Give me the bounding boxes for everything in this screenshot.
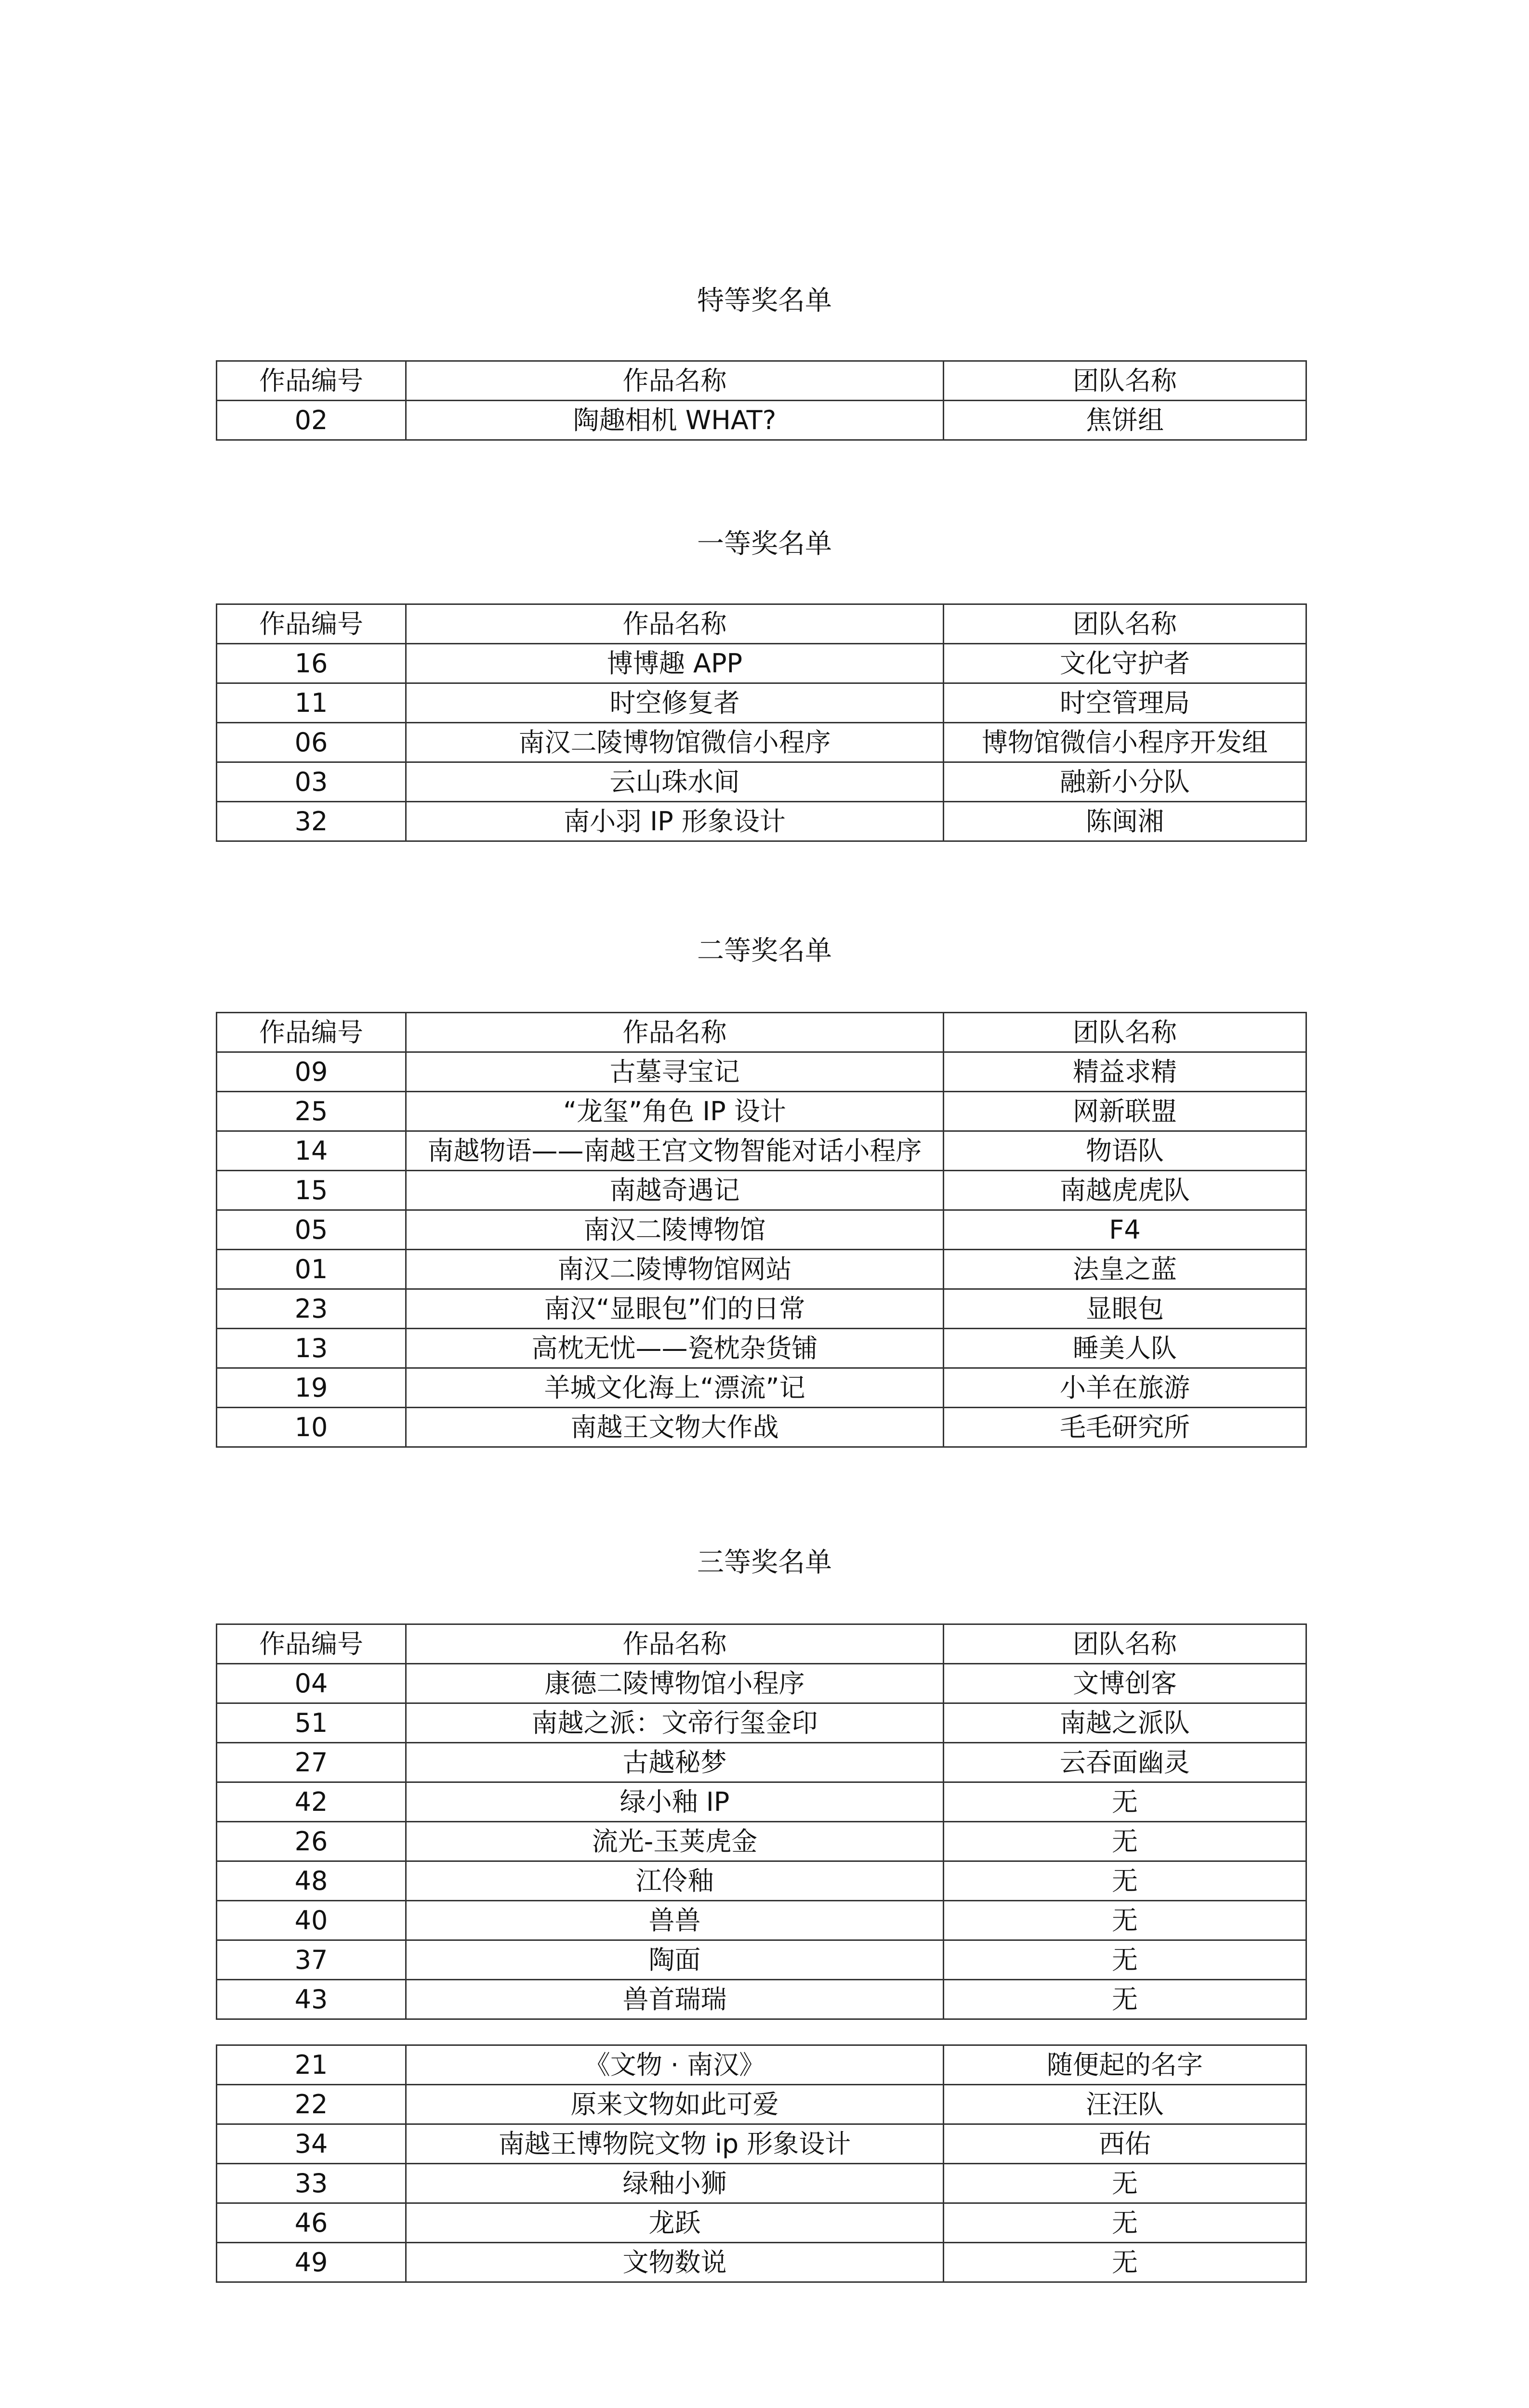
table-row [217,2085,1306,2124]
cell-team-name: 南越虎虎队 [944,1171,1306,1210]
cell-work-id: 05 [217,1210,406,1250]
cell-work-name: 流光-玉荚虎金 [406,1822,944,1861]
cell-team-name: 无 [944,1940,1306,1980]
cell-team-name: 无 [944,1901,1306,1940]
award-table-special [216,360,1307,441]
header-work-id: 作品编号 [217,361,406,401]
cell-work-name: 南越之派：文帝行玺金印 [406,1703,944,1743]
table-row [217,401,1306,440]
cell-work-name: 绿小釉 IP [406,1782,944,1822]
table-row [217,1250,1306,1289]
table-row [217,1131,1306,1171]
cell-team-name: 焦饼组 [944,401,1306,440]
cell-team-name: 无 [944,2164,1306,2203]
cell-work-name: 云山珠水间 [406,762,944,802]
cell-work-id: 16 [217,644,406,683]
cell-team-name: 精益求精 [944,1052,1306,1092]
cell-work-name: 兽首瑞瑞 [406,1980,944,2019]
cell-team-name: 小羊在旅游 [944,1368,1306,1408]
cell-work-id: 48 [217,1861,406,1901]
table-row [217,723,1306,762]
cell-work-id: 19 [217,1368,406,1408]
table-row [217,2203,1306,2243]
cell-team-name: F4 [944,1210,1306,1250]
cell-team-name: 无 [944,1861,1306,1901]
table-row [217,1782,1306,1822]
cell-work-name: 《文物 · 南汉》 [406,2045,944,2085]
cell-work-id: 43 [217,1980,406,2019]
cell-work-name: 南小羽 IP 形象设计 [406,802,944,841]
table-row [217,1210,1306,1250]
cell-team-name: 无 [944,1822,1306,1861]
cell-work-id: 32 [217,802,406,841]
table-row [217,1664,1306,1703]
table-row [217,2164,1306,2203]
cell-team-name: 无 [944,2243,1306,2282]
cell-team-name: 融新小分队 [944,762,1306,802]
header-team-name: 团队名称 [944,1013,1306,1052]
cell-work-name: 南汉二陵博物馆微信小程序 [406,723,944,762]
table-row [217,1171,1306,1210]
cell-team-name: 毛毛研究所 [944,1408,1306,1447]
cell-work-id: 10 [217,1408,406,1447]
cell-work-name: 羊城文化海上“漂流”记 [406,1368,944,1408]
cell-work-name: 博博趣 APP [406,644,944,683]
header-work-name: 作品名称 [406,361,944,401]
cell-work-name: 时空修复者 [406,683,944,723]
cell-work-name: 南汉“显眼包”们的日常 [406,1289,944,1329]
table-row [217,1703,1306,1743]
cell-work-name: 古越秘梦 [406,1743,944,1782]
cell-work-name: 陶趣相机 WHAT? [406,401,944,440]
cell-team-name: 时空管理局 [944,683,1306,723]
cell-work-name: 原来文物如此可爱 [406,2085,944,2124]
table-row [217,683,1306,723]
table-row [217,762,1306,802]
cell-work-id: 22 [217,2085,406,2124]
cell-work-id: 51 [217,1703,406,1743]
header-work-id: 作品编号 [217,1624,406,1664]
award-table-third-continued [216,2044,1307,2283]
table-row [217,1289,1306,1329]
cell-work-name: 南越物语——南越王宫文物智能对话小程序 [406,1131,944,1171]
cell-work-name: 绿釉小狮 [406,2164,944,2203]
table-row [217,1901,1306,1940]
section-title-third: 三等奖名单 [697,1547,832,1578]
cell-team-name: 无 [944,2203,1306,2243]
cell-work-name: 南越王博物院文物 ip 形象设计 [406,2124,944,2164]
cell-team-name: 云吞面幽灵 [944,1743,1306,1782]
cell-team-name: 显眼包 [944,1289,1306,1329]
cell-work-name: “龙玺”角色 IP 设计 [406,1092,944,1131]
table-row [217,1822,1306,1861]
header-team-name: 团队名称 [944,361,1306,401]
section-title-special: 特等奖名单 [697,285,832,316]
cell-work-name: 陶面 [406,1940,944,1980]
cell-team-name: 南越之派队 [944,1703,1306,1743]
cell-work-id: 40 [217,1901,406,1940]
cell-team-name: 睡美人队 [944,1329,1306,1368]
cell-work-name: 龙跃 [406,2203,944,2243]
award-table-first [216,603,1307,842]
cell-team-name: 文博创客 [944,1664,1306,1703]
cell-team-name: 无 [944,1782,1306,1822]
header-team-name: 团队名称 [944,604,1306,644]
cell-work-id: 27 [217,1743,406,1782]
header-work-name: 作品名称 [406,604,944,644]
cell-work-id: 13 [217,1329,406,1368]
cell-work-name: 南汉二陵博物馆 [406,1210,944,1250]
table-row [217,1052,1306,1092]
cell-work-id: 14 [217,1131,406,1171]
cell-work-id: 02 [217,401,406,440]
cell-work-id: 15 [217,1171,406,1210]
cell-work-name: 南汉二陵博物馆网站 [406,1250,944,1289]
cell-work-id: 21 [217,2045,406,2085]
table-row [217,2243,1306,2282]
cell-work-id: 34 [217,2124,406,2164]
table-header-row [217,604,1306,644]
cell-work-id: 49 [217,2243,406,2282]
table-row [217,1861,1306,1901]
cell-work-id: 46 [217,2203,406,2243]
cell-work-id: 25 [217,1092,406,1131]
cell-work-id: 33 [217,2164,406,2203]
cell-work-name: 康德二陵博物馆小程序 [406,1664,944,1703]
table-row [217,2045,1306,2085]
cell-team-name: 无 [944,1980,1306,2019]
table-header-row [217,361,1306,401]
table-row [217,1368,1306,1408]
cell-work-name: 文物数说 [406,2243,944,2282]
table-row [217,1980,1306,2019]
cell-work-name: 江伶釉 [406,1861,944,1901]
table-row [217,1092,1306,1131]
cell-work-name: 古墓寻宝记 [406,1052,944,1092]
table-header-row [217,1624,1306,1664]
cell-team-name: 物语队 [944,1131,1306,1171]
cell-work-name: 兽兽 [406,1901,944,1940]
cell-work-id: 06 [217,723,406,762]
cell-team-name: 西佑 [944,2124,1306,2164]
cell-team-name: 陈闽湘 [944,802,1306,841]
cell-team-name: 博物馆微信小程序开发组 [944,723,1306,762]
cell-work-name: 高枕无忧——瓷枕杂货铺 [406,1329,944,1368]
award-table-third [216,1623,1307,2020]
table-row [217,1743,1306,1782]
table-header-row [217,1013,1306,1052]
cell-team-name: 网新联盟 [944,1092,1306,1131]
cell-work-id: 01 [217,1250,406,1289]
table-row [217,2124,1306,2164]
table-row [217,644,1306,683]
cell-work-id: 23 [217,1289,406,1329]
cell-work-id: 03 [217,762,406,802]
cell-work-id: 26 [217,1822,406,1861]
header-team-name: 团队名称 [944,1624,1306,1664]
cell-work-id: 09 [217,1052,406,1092]
cell-work-id: 11 [217,683,406,723]
cell-work-id: 42 [217,1782,406,1822]
header-work-name: 作品名称 [406,1624,944,1664]
cell-work-name: 南越奇遇记 [406,1171,944,1210]
cell-team-name: 汪汪队 [944,2085,1306,2124]
section-title-second: 二等奖名单 [697,935,832,967]
cell-work-id: 37 [217,1940,406,1980]
table-row [217,802,1306,841]
cell-team-name: 文化守护者 [944,644,1306,683]
cell-team-name: 法皇之蓝 [944,1250,1306,1289]
cell-team-name: 随便起的名字 [944,2045,1306,2085]
table-row [217,1940,1306,1980]
table-row [217,1408,1306,1447]
award-table-second [216,1012,1307,1448]
section-title-first: 一等奖名单 [697,528,832,560]
header-work-id: 作品编号 [217,1013,406,1052]
cell-work-name: 南越王文物大作战 [406,1408,944,1447]
header-work-id: 作品编号 [217,604,406,644]
table-row [217,1329,1306,1368]
header-work-name: 作品名称 [406,1013,944,1052]
cell-work-id: 04 [217,1664,406,1703]
